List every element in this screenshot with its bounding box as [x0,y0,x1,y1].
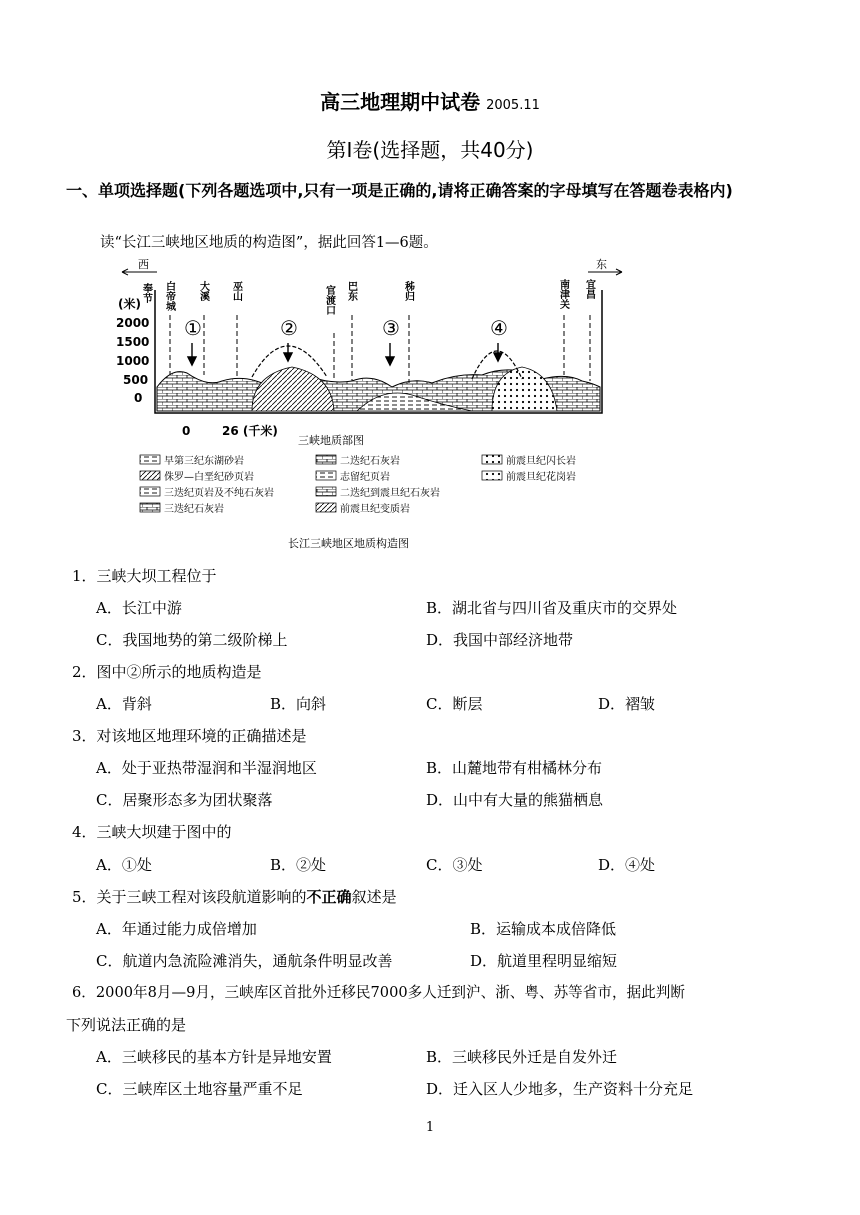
question-3-stem: 3．对该地区地理环境的正确描述是 [72,727,307,745]
q2-option-b: B．向斜 [270,695,327,713]
q5-option-d: D．航道里程明显缩短 [470,952,618,970]
figure-caption: 长江三峡地区地质构造图 [288,537,409,550]
legend-item-9: 前震旦纪闪长岩 [506,456,576,467]
q4-option-d: D．④处 [598,856,656,874]
legend-item-10: 前震旦纪花岗岩 [506,472,576,483]
place-nanjinguan: 南津关 [557,279,569,309]
y-tick-0: 0 [134,391,143,405]
scale-zero: 0 [182,424,191,438]
y-tick-2000: 2000 [116,316,150,330]
place-badong: 巴东 [345,281,357,301]
legend-item-4: 三迭纪石灰岩 [164,504,224,515]
place-wushan: 巫山 [230,281,242,301]
q5-option-c: C．航道内急流险滩消失，通航条件明显改善 [96,952,393,970]
q4-option-b: B．②处 [270,856,327,874]
geology-diagram [112,255,632,555]
q1-option-a: A．长江中游 [96,599,182,617]
legend-item-6: 志留纪页岩 [340,472,390,483]
q2-option-d: D．褶皱 [598,695,656,713]
part-title: 第Ⅰ卷(选择题，共40分) [326,138,534,162]
place-labels [141,278,596,315]
section-heading: 一、单项选择题(下列各题选项中,只有一项是正确的,请将正确答案的字母填写在答题卷表格内) [66,181,733,200]
q3-option-b: B．山麓地带有柑橘林分布 [426,759,603,777]
figure-intro: 读“长江三峡地区地质的构造图”，据此回答1—6题。 [100,235,438,251]
marker-1: ① [184,316,202,340]
q5-stem-part1: 5．关于三峡工程对该段航道影响的 [72,888,307,906]
q1-option-b: B．湖北省与四川省及重庆市的交界处 [426,599,678,617]
q1-option-c: C．我国地势的第二级阶梯上 [96,631,288,649]
y-tick-500: 500 [123,373,149,387]
q6-option-a: A．三峡移民的基本方针是异地安置 [96,1048,332,1066]
legend-item-3: 三迭纪页岩及不纯石灰岩 [164,488,274,499]
page-number: 1 [425,1120,435,1135]
q6-option-c: C．三峡库区土地容量严重不足 [96,1080,303,1098]
q6-option-b: B．三峡移民外迁是自发外迁 [426,1048,618,1066]
question-2-stem: 2．图中②所示的地质构造是 [72,663,262,681]
q2-option-a: A．背斜 [96,695,152,713]
q5-stem-part2: 叙述是 [351,888,397,906]
rock-layer-anticline [252,367,334,411]
exam-date: 2005.11 [486,98,540,113]
legend-item-7: 二迭纪到震旦纪石灰岩 [340,488,440,499]
place-baidicheng: 白帝城 [163,281,175,311]
q6-option-d: D．迁入区人少地多，生产资料十分充足 [426,1080,694,1098]
question-1-stem: 1．三峡大坝工程位于 [72,567,217,585]
legend-item-8: 前震旦纪变质岩 [340,504,410,515]
question-6-stem-line1: 6．2000年8月—9月，三峡库区首批外迁移民7000多人迁到沪、浙、粤、苏等省市，据此判断 [72,984,685,1001]
question-4-stem: 4．三峡大坝建于图中的 [72,823,232,841]
place-yichang: 宜昌 [583,279,595,299]
marker-arrows [188,343,502,365]
y-tick-1500: 1500 [116,335,150,349]
legend [140,454,576,515]
profile-caption: 三峡地质部图 [298,434,364,447]
marker-2: ② [280,316,298,340]
q4-option-c: C．③处 [426,856,483,874]
east-label: 东 [596,258,607,271]
place-daxi: 大溪 [197,281,209,301]
legend-item-5: 二迭纪石灰岩 [340,456,400,467]
marker-3: ③ [382,316,400,340]
legend-item-1: 早第三纪东湖砂岩 [164,456,244,467]
q2-option-c: C．断层 [426,695,483,713]
place-guandukou: 官渡口 [323,285,335,315]
exam-title [0,86,860,115]
q3-option-d: D．山中有大量的熊猫栖息 [426,791,604,809]
legend-item-2: 侏罗—白垩纪砂页岩 [164,472,254,483]
q5-option-a: A．年通过能力成倍增加 [96,920,257,938]
q5-option-b: B．运输成本成倍降低 [470,920,617,938]
q1-option-d: D．我国中部经济地带 [426,631,574,649]
q5-stem-emphasis: 不正确 [306,888,352,906]
q4-option-a: A．①处 [96,856,152,874]
scale-km: 26 (千米) [222,424,278,438]
q3-option-c: C．居聚形态多为团状聚落 [96,791,273,809]
y-tick-1000: 1000 [116,354,150,368]
place-fengjie: 奉节 [140,283,152,303]
geology-figure [112,255,632,555]
place-zigui: 秭归 [402,281,414,301]
title-text: 高三地理期中试卷 [320,90,481,114]
question-6-stem-line2: 下列说法正确的是 [66,1016,187,1034]
q3-option-a: A．处于亚热带湿润和半湿润地区 [96,759,317,777]
marker-4: ④ [490,316,508,340]
y-axis-unit: (米) [118,297,141,311]
question-5-stem [72,887,397,907]
west-label: 西 [138,258,149,271]
